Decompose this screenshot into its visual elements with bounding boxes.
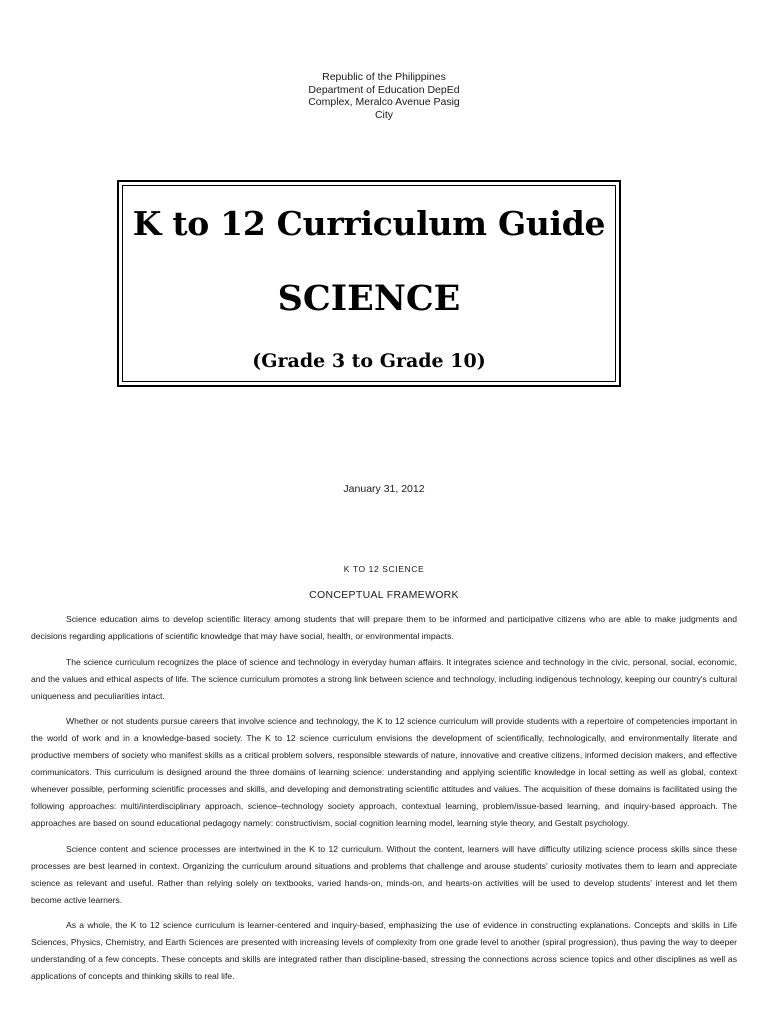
paragraph: The science curriculum recognizes the place of science and technology in everyday human affairs. It integrates science and technology in the civic, personal, social, economic, and the values and ethical aspects of life. The science curriculum promotes a strong link between science and technology, including indigenous technology, keeping our country's cultural uniqueness and peculiarities intact. [31,656,737,701]
grade-range: (Grade 3 to Grade 10) [252,350,486,372]
subject-title: SCIENCE [277,278,461,319]
section-label: K TO 12 SCIENCE [343,564,425,574]
header-line-city: City [374,108,394,121]
section-title: CONCEPTUAL FRAMEWORK [309,589,459,601]
paragraph: Whether or not students pursue careers that involve science and technology, the K to 12 science curriculum will provide students with a repertoire of competencies important in the world of work and in a knowledge-based society. The K to 12 science curriculum envisions the development of scientifically, technologically, and environmentally literate and productive members of society who manifest skills as a critical problem solvers, responsible stewards of nature, innovative and creative citizens, informed decision makers, and effective communicators. This curriculum is designed around the three domains of learning science: understanding and applying scientific knowledge in local setting as well as global, context whenever possible, performing scientific processes and skills, and developing and demonstrating scientific attitudes and values. The acquisition of these domains is facilitated using the following approaches: multi/interdisciplinary approach, science–technology society approach, contextual learning, problem/issue-based learning, and inquiry-based approach. The approaches are based on sound educational pedagogy namely: constructivism, social cognition learning model, learning style theory, and Gestalt psychology. [31,716,737,828]
paragraph: Science education aims to develop scientific literacy among students that will prepare them to be informed and participative citizens who are able to make judgments and decisions regarding applications of scientific knowledge that may have social, health, or environmental impacts. [31,614,737,641]
document-title: K to 12 Curriculum Guide [132,204,606,243]
title-box [117,180,621,387]
header-line-country: Republic of the Philippines [322,71,446,83]
paragraph: As a whole, the K to 12 science curriculum is learner-centered and inquiry-based, emphasizing the use of evidence in constructing explanations. Concepts and skills in Life Sciences, Physics, Chemistry, and Earth Sciences are presented with increasing levels of complexity from one grade level to another (spiral progression), thus paving the way to deeper understanding of a few concepts. These concepts and skills are integrated rather than discipline-based, stressing the connections across science topics and other disciplines as well as applications of concepts and thinking skills to real life. [31,920,737,981]
paragraph: Science content and science processes are intertwined in the K to 12 curriculum. Without the content, learners will have difficulty utilizing science process skills since these processes are best learned in context. Organizing the curriculum around situations and problems that challenge and arouse students' curiosity motivates them to learn and appreciate science as relevant and useful. Rather than relying solely on textbooks, varied hands-on, minds-on, and hearts-on activities will be used to develop students' interest and let them become active learners. [31,843,737,905]
publisher-header [284,71,484,121]
header-line-department: Department of Education DepEd [308,83,460,96]
document-date: January 31, 2012 [343,483,425,495]
body-text [31,611,737,994]
header-line-address: Complex, Meralco Avenue Pasig [308,96,460,108]
